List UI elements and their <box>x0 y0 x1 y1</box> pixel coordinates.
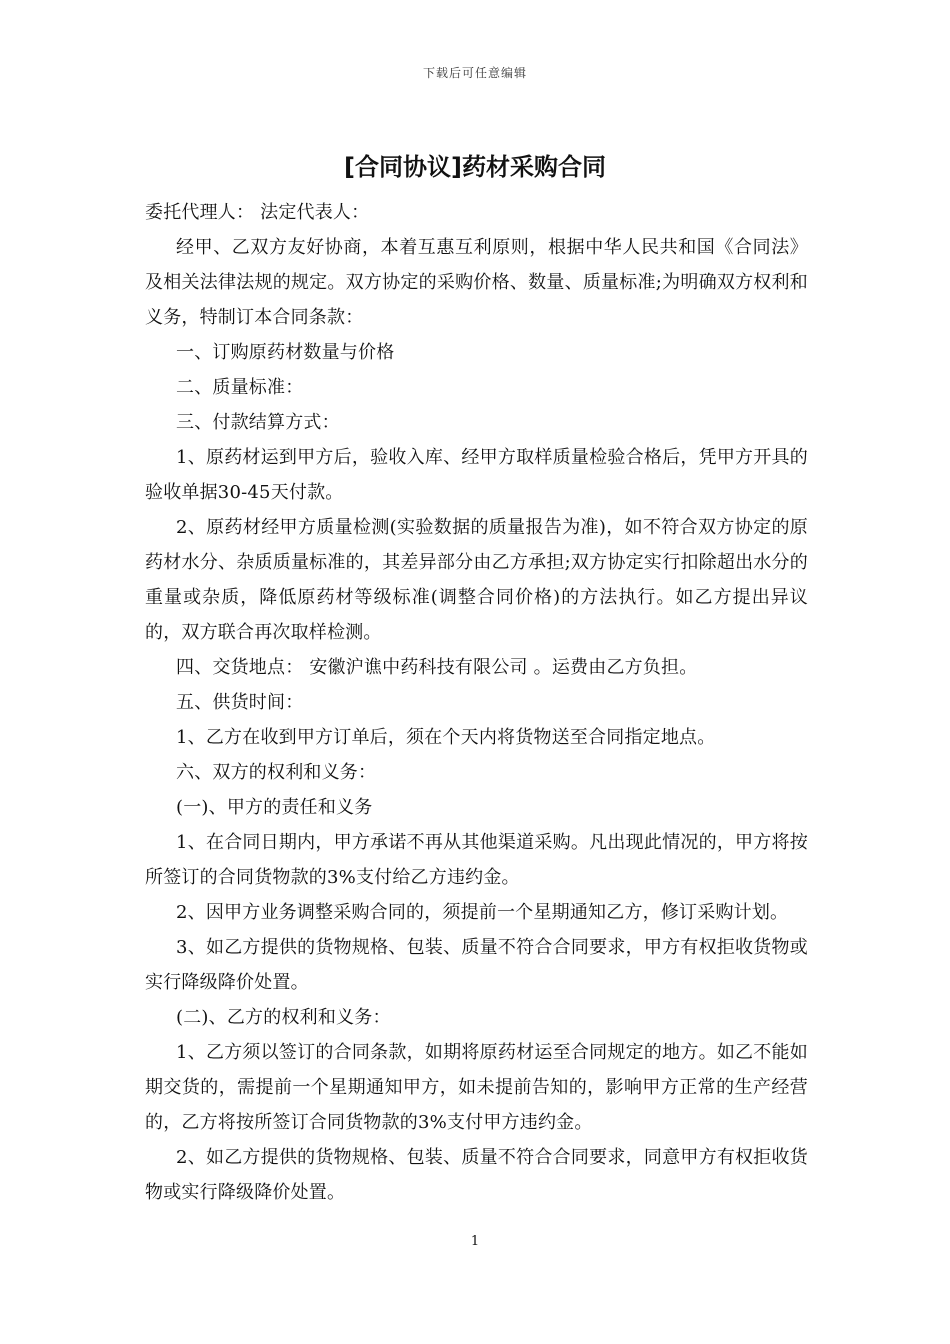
party-a-clause-2: 2、因甲方业务调整采购合同的，须提前一个星期通知乙方，修订采购计划。 <box>176 902 789 923</box>
signatory-line: 委托代理人： 法定代表人： <box>145 202 370 223</box>
page-header-note: 下载后可任意编辑 <box>422 66 527 80</box>
document-body <box>145 195 808 1210</box>
subsection-heading-party-b: (二)、乙方的权利和义务： <box>176 1007 391 1028</box>
document-title: [合同协议]药材采购合同 <box>344 153 606 181</box>
payment-clause-1: 1、原药材运到甲方后，验收入库、经甲方取样质量检验合格后，凭甲方开具的验收单据30-45天付款。 <box>145 447 808 503</box>
section-heading-rights-obligations: 六、双方的权利和义务： <box>176 762 377 783</box>
section-heading-payment: 三、付款结算方式： <box>176 412 340 433</box>
section-heading-delivery-location: 四、交货地点： 安徽沪谯中药科技有限公司 。运费由乙方负担。 <box>176 657 698 678</box>
party-a-clause-1: 1、在合同日期内，甲方承诺不再从其他渠道采购。凡出现此情况的，甲方将按所签订的合同货物款的3%支付给乙方违约金。 <box>145 832 808 888</box>
subsection-heading-party-a: (一)、甲方的责任和义务 <box>176 797 373 818</box>
payment-clause-2: 2、原药材经甲方质量检测(实验数据的质量报告为准)，如不符合双方协定的原药材水分、杂质质量标准的，其差异部分由乙方承担;双方协定实行扣除超出水分的重量或杂质，降低原药材等级标准(调整合同价格)的方法执行。如乙方提出异议的，双方联合再次取样检测。 <box>145 517 808 643</box>
section-heading-supply-time: 五、供货时间： <box>176 692 304 713</box>
party-b-clause-1: 1、乙方须以签订的合同条款，如期将原药材运至合同规定的地方。如乙不能如期交货的，需提前一个星期通知甲方，如未提前告知的，影响甲方正常的生产经营的，乙方将按所签订合同货物款的3%支付甲方违约金。 <box>145 1042 808 1133</box>
party-b-clause-2: 2、如乙方提供的货物规格、包装、质量不符合合同要求，同意甲方有权拒收货物或实行降级降价处置。 <box>145 1147 808 1203</box>
page-number: 1 <box>470 1234 480 1249</box>
preamble-paragraph: 经甲、乙双方友好协商，本着互惠互利原则，根据中华人民共和国《合同法》及相关法律法规的规定。双方协定的采购价格、数量、质量标准;为明确双方权利和义务，特制订本合同条款： <box>145 237 808 328</box>
section-heading-quality-standard: 二、质量标准： <box>176 377 304 398</box>
supply-time-clause-1: 1、乙方在收到甲方订单后，须在个天内将货物送至合同指定地点。 <box>176 727 716 748</box>
section-heading-quantity-price: 一、订购原药材数量与价格 <box>176 342 395 363</box>
party-a-clause-3: 3、如乙方提供的货物规格、包装、质量不符合合同要求，甲方有权拒收货物或实行降级降价处置。 <box>145 937 808 993</box>
